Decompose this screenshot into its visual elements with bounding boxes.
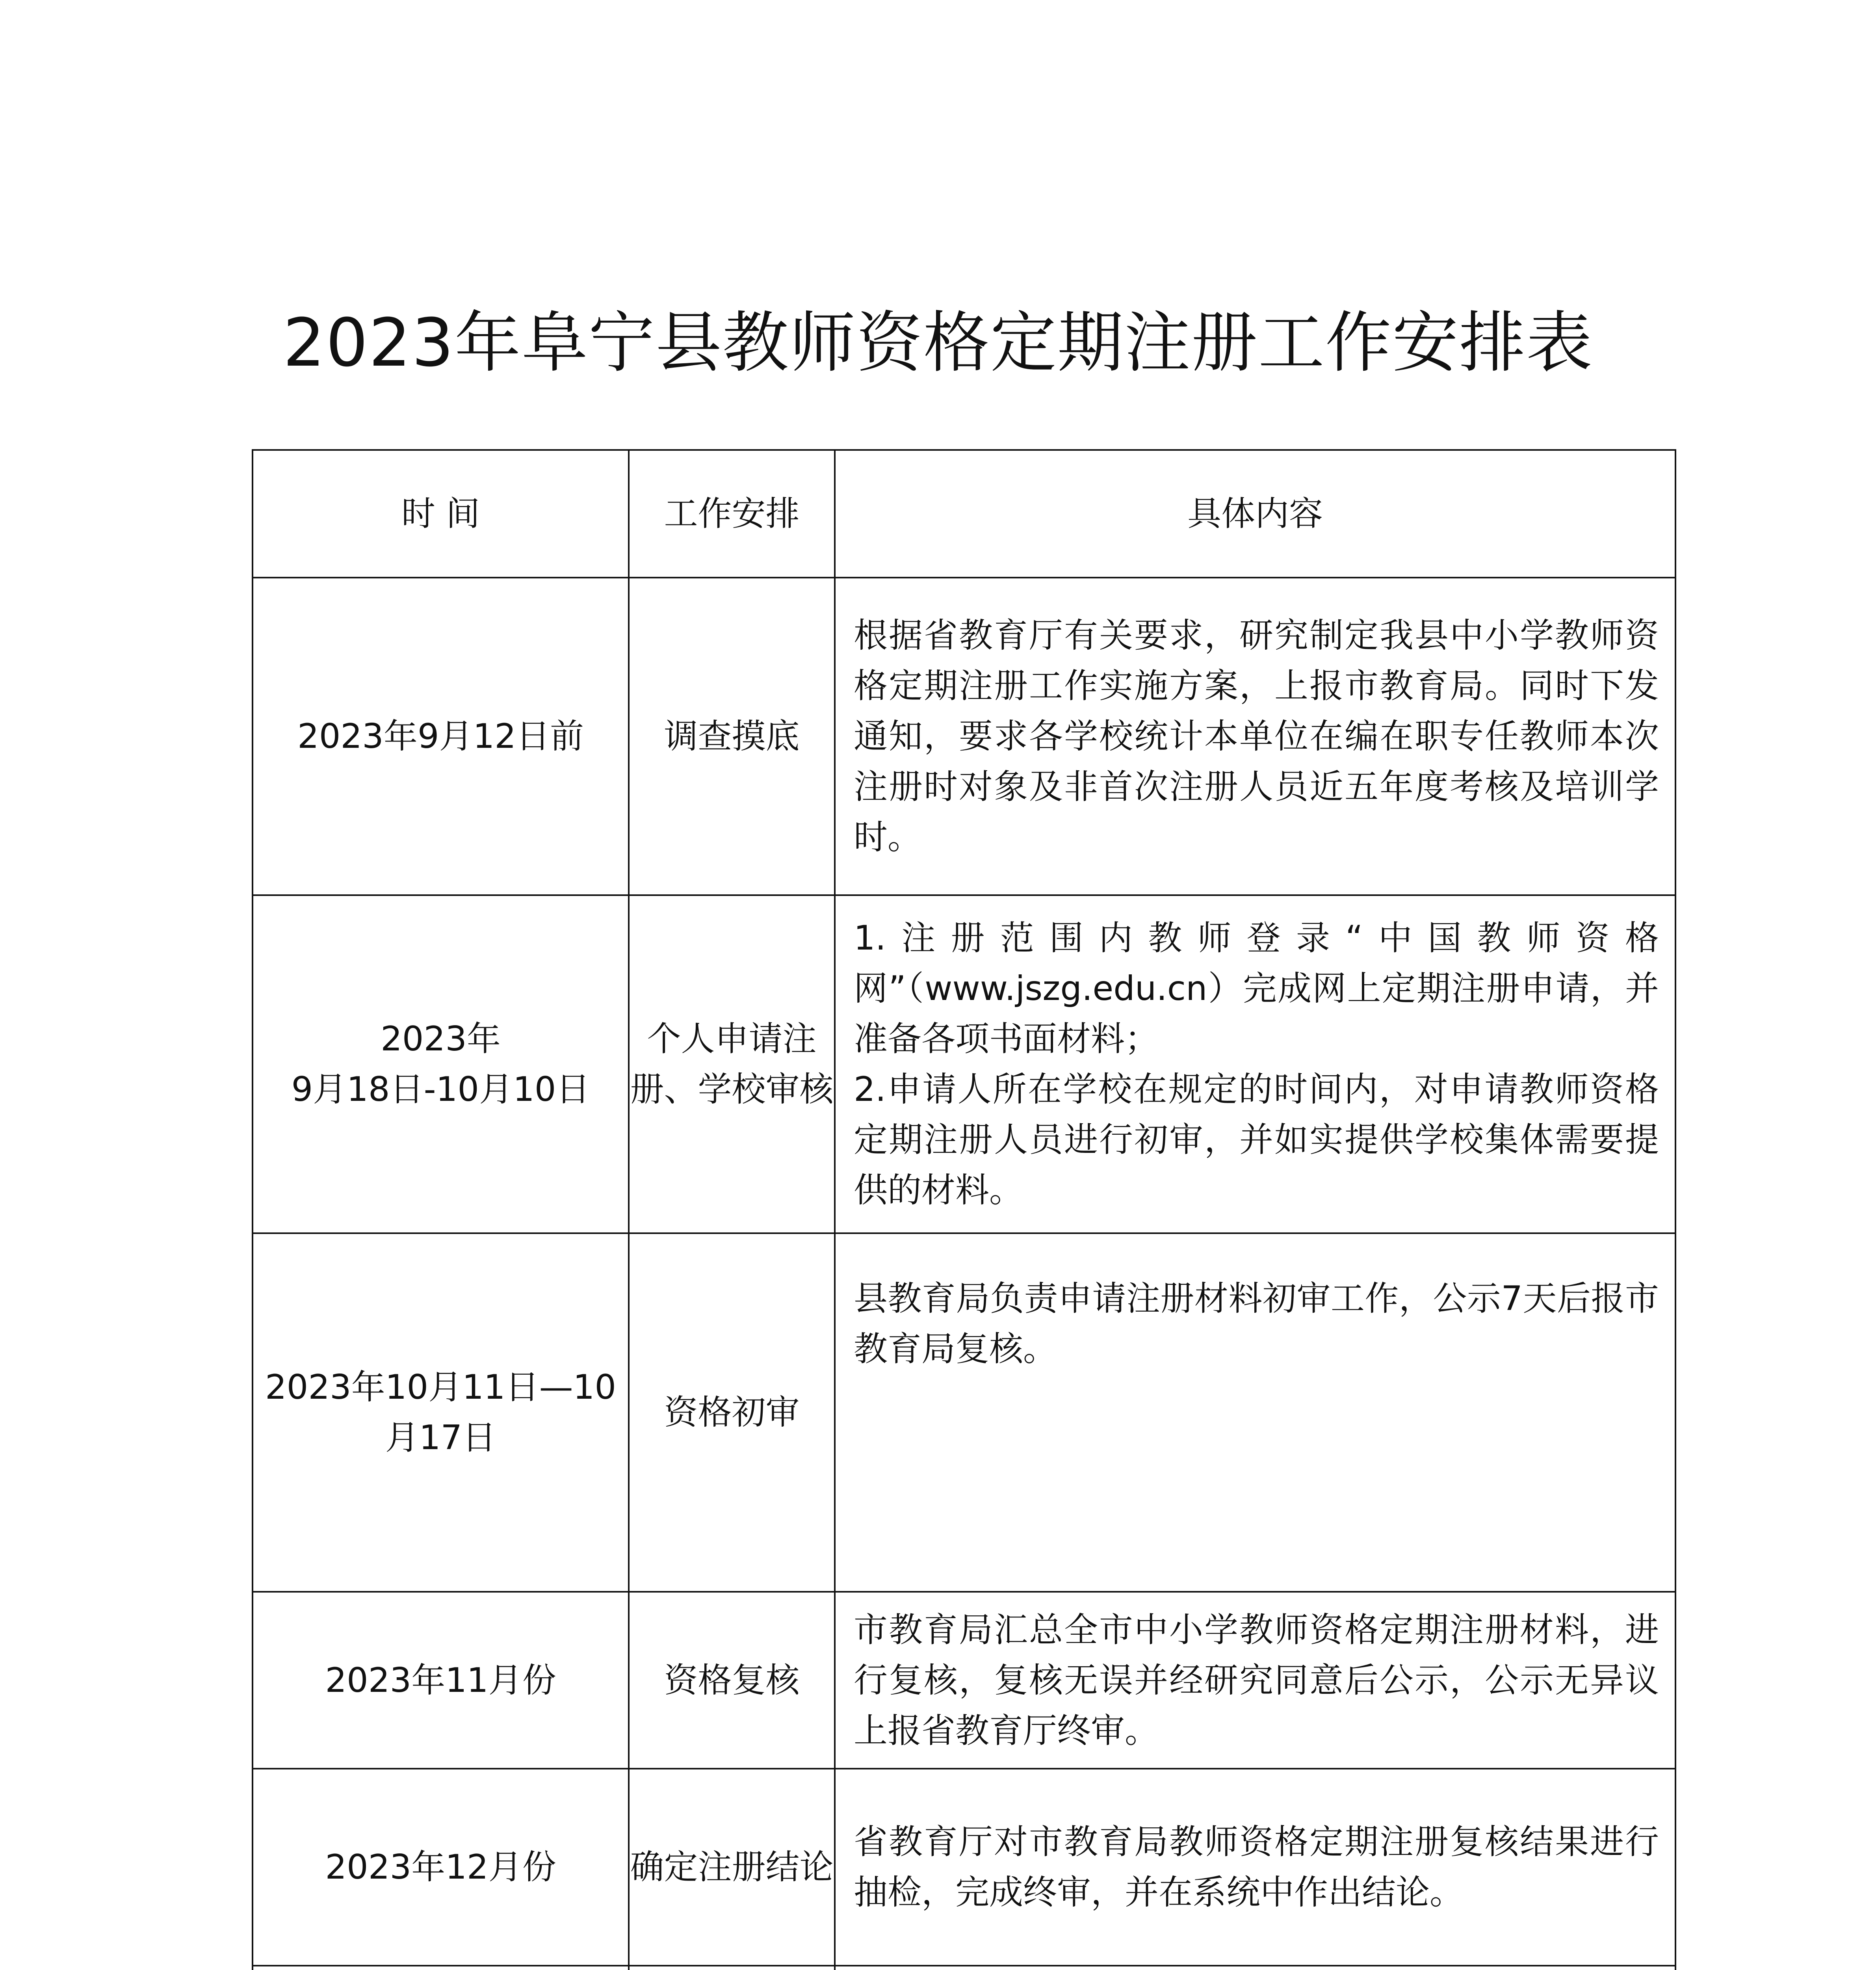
row-time: 2023年10月11日—10月17日 <box>253 1233 629 1592</box>
row-content: 县教育局负责申请注册材料初审工作，公示7天后报市教育局复核。 <box>835 1233 1675 1592</box>
row-time-line: 9月18日-10月10日 <box>291 1070 590 1109</box>
table-row <box>253 1966 1675 1970</box>
row-task: 确定注册结论 <box>629 1769 835 1966</box>
row-content: 根据省教育厅有关要求，研究制定我县中小学教师资格定期注册工作实施方案，上报市教育局。同时下发通知，要求各学校统计本单位在编在职专任教师本次注册时对象及非首次注册人员近五年度考核及培训学时。 <box>835 578 1675 895</box>
table-row <box>253 1769 1675 1966</box>
header-task: 工作安排 <box>629 450 835 578</box>
table-row <box>253 895 1675 1233</box>
row-content-item: 1.注册范围内教师登录“中国教师资格网”（www.jszg.edu.cn）完成网上定期注册申请，并准备各项书面材料； <box>854 918 1659 1059</box>
table-row <box>253 1233 1675 1592</box>
row-time <box>253 895 629 1233</box>
row-content: 省教育厅对市教育局教师资格定期注册复核结果进行抽检，完成终审，并在系统中作出结论。 <box>835 1769 1675 1966</box>
table-row <box>253 578 1675 895</box>
page-title: 2023年阜宁县教师资格定期注册工作安排表 <box>283 304 1593 381</box>
row-time-line: 2023年 <box>381 1019 501 1059</box>
row-content: 市教育局汇总全市中小学教师资格定期注册材料，进行复核，复核无误并经研究同意后公示，公示无异议上报省教育厅终审。 <box>835 1592 1675 1769</box>
row-time <box>253 1966 629 1970</box>
row-content-item: 2.申请人所在学校在规定的时间内，对申请教师资格定期注册人员进行初审，并如实提供学校集体需要提供的材料。 <box>854 1070 1659 1210</box>
row-content <box>835 1966 1675 1970</box>
schedule-table <box>252 449 1676 1970</box>
table-row <box>253 1592 1675 1769</box>
table-header-row <box>253 450 1675 578</box>
row-time: 2023年12月份 <box>253 1769 629 1966</box>
header-content: 具体内容 <box>835 450 1675 578</box>
row-time: 2023年9月12日前 <box>253 578 629 895</box>
row-task: 调查摸底 <box>629 578 835 895</box>
header-time: 时 间 <box>253 450 629 578</box>
row-content <box>835 895 1675 1233</box>
row-task: 资格复核 <box>629 1592 835 1769</box>
row-task <box>629 1966 835 1970</box>
row-time: 2023年11月份 <box>253 1592 629 1769</box>
row-task: 资格初审 <box>629 1233 835 1592</box>
row-task: 个人申请注册、学校审核 <box>629 895 835 1233</box>
